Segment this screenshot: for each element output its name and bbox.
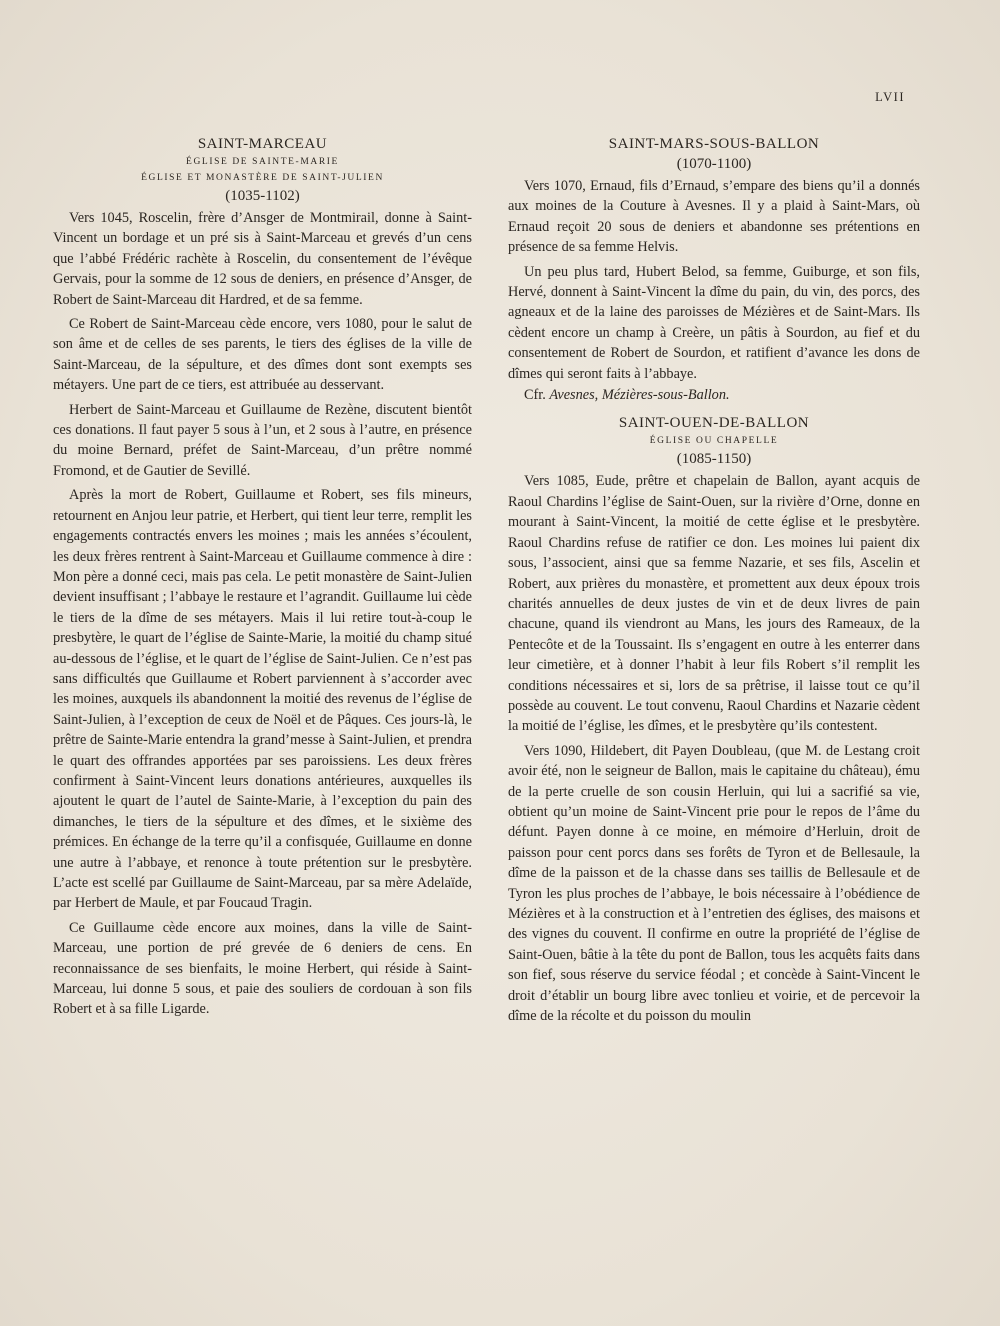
paragraph: Vers 1090, Hildebert, dit Payen Doubleau, (que M. de Lestang croit avoir été, non le seigneur de Ballon, mais le capitaine du château), ému de la perte cruelle de son cousin Herluin, qui lui a sacrifié sa vie, obtient qu’un moine de Saint-Vincent prie pour le repos de l’âme du défunt. Payen donne à ce moine, en mémoire d’Herluin, droit de paisson pour cent porcs dans ses forêts de Tyron et de Bellesaule, la dîme de la paisson et de la chasse dans ses taillis de Bellesaule et de Tyron les plus proches de l’abbaye, le bois nécessaire à l’obédience de Mézières et à la construction et à l’entretien des églises, des maisons et des vignes du couvent. Il confirme en outre la propriété de l’église de Saint-Ouen, bâtie à la tête du pont de Ballon, tous les acquêts faits dans son fief, sous réserve du service féodal ; et concède à Saint-Vincent le droit d’établir un bourg libre avec tonlieu et voirie, et de percevoir la dîme de la récolte et du poisson du moulin <box>508 742 920 1025</box>
section-title: SAINT-OUEN-DE-BALLON <box>618 415 810 432</box>
section-subtitle: ÉGLISE OU CHAPELLE <box>649 436 779 447</box>
cross-reference-prefix: Cfr. <box>524 387 546 404</box>
paragraph: Herbert de Saint-Marceau et Guillaume de Rezène, discutent bientôt ces donations. Il faut payer 5 sous à l’un, et 2 sous à l’autre, en présence du moine Bernard, préfet de Saint-Marceau, d’un prêtre nommé Fromond, et de Gautier de Sevillé. <box>53 401 472 479</box>
paragraph: Ce Guillaume cède encore aux moines, dans la ville de Saint-Marceau, une portion de pré grevée de 6 deniers de cens. En reconnaissance de ses bienfaits, le moine Herbert, qui réside à Saint-Marceau, lui donne 5 sous, et paie des souliers de cordouan à son fils Robert et à sa fille Ligarde. <box>53 919 472 1018</box>
paragraph: Vers 1085, Eude, prêtre et chapelain de Ballon, ayant acquis de Raoul Chardins l’église de Saint-Ouen, sur la rivière d’Orne, donne en mourant à Saint-Vincent, la moitié de cette église et le presbytère. Raoul Chardins refuse de ratifier ce don. Les moines lui paient dix sous, l’associent, ainsi que sa femme Nazarie, et ses fils, Ascelin et Robert, aux prières du monastère, et promettent aux deux époux trois charités annuelles de deux justes de vin et de deux livres de pain chacune, quand ils viendront au Mans, les jours des Rameaux, de la Pentecôte et de la Toussaint. Ils s’engagent en outre à les enterrer dans leur cimetière, et à donner l’habit à leur fils Robert s’il remplit les conditions nécessaires et si, lors de sa prêtrise, il laisse tout ce qu’il possède au couvent. Le tout convenu, Raoul Chardins et Nazarie cèdent la moitié de l’église, les dîmes, et le presbytère qu’ils contestent. <box>508 473 920 735</box>
right-column <box>508 135 920 1026</box>
section-date: (1070-1100) <box>676 156 752 172</box>
cross-reference <box>508 385 920 405</box>
paragraph: Après la mort de Robert, Guillaume et Robert, ses fils mineurs, retournent en Anjou leur patrie, et Herbert, qui tient leur terre, remplit les engagements contractés envers les moines ; mais les années s’écoulent, les deux frères rentrent à Saint-Marceau et Guillaume commence à dire : Mon père a donné ceci, mais pas cela. Le petit monastère de Saint-Julien devient insuffisant ; l’abbaye le restaure et l’agrandit. Guillaume lui cède le tiers de la dîme de ses métayers. Mais il lui retire tout-à-coup le presbytère, le quart de l’église de Sainte-Marie, la moitié du champ situé au-dessous de l’église, et le quart de l’église de Saint-Julien. Ce n’est pas sans difficultés que Guillaume et Robert parviennent à s’accorder avec les moines, auxquels ils abandonnent la moitié des revenus de l’église de Saint-Julien, à l’exception de ceux de Noël et de Pâques. Ces jours-là, le prêtre de Sainte-Marie entendra la grand’messe à Saint-Julien, et prendra le quart des offrandes apportées par ses paroissiens. Les deux frères confirment à Saint-Vincent leurs donations antérieures, auxquelles ils ajoutent le quart de l’autel de Sainte-Marie, à l’exception du pain des dimanches, le tiers de la sépulture et des dîmes, et le sixième des prémices. En échange de la terre qu’il a confisquée, Guillaume en donne une autre à l’abbaye, et renonce à toute prétention sur le presbytère. L’acte est scellé par Guillaume de Saint-Marceau, par sa mère Adelaïde, par Herbert de Maule, et par Foucaud Tragin. <box>53 487 472 912</box>
left-column <box>53 135 472 1020</box>
section-date: (1085-1150) <box>676 451 752 468</box>
paragraph: Vers 1070, Ernaud, fils d’Ernaud, s’empare des biens qu’il a donnés aux moines de la Couture à Avesnes. Il y a plaid à Saint-Mars, où Ernaud reçoit 20 sous de deniers et abandonne ses prétentions en présence de sa femme Helvis. <box>508 178 920 256</box>
section-title: SAINT-MARCEAU <box>197 136 328 152</box>
section-subtitle: ÉGLISE DE SAINTE-MARIE <box>186 157 339 167</box>
paragraph: Un peu plus tard, Hubert Belod, sa femme, Guiburge, et son fils, Hervé, donnent à Saint-Vincent la dîme du pain, du vin, des porcs, des agneaux et de la laine des paroisses de Mézières et de Saint-Mars. Ils cèdent encore un champ à Creère, un pâtis à Sourdon, au fief et du consentement de Robert de Sourdon, et ratifient d’avance les dons de dîmes qui seront faits à l’abbaye. <box>508 263 920 382</box>
paragraph: Vers 1045, Roscelin, frère d’Ansger de Montmirail, donne à Saint-Vincent un bordage et un pré sis à Saint-Marceau et grevés d’un cens que l’abbé Frédéric rachète à Roscelin, du consentement de l’évêque Gervais, pour la somme de 12 sous de deniers, en présence d’Ansger, de Robert de Saint-Marceau dit Hardred, et de sa femme. <box>53 210 472 308</box>
section-date: (1035-1102) <box>225 188 300 204</box>
cross-reference-places: Avesnes, Mézières-sous-Ballon. <box>549 387 730 404</box>
page-number: LVII <box>875 90 905 104</box>
paragraph: Ce Robert de Saint-Marceau cède encore, vers 1080, pour le salut de son âme et de celles de ses parents, le tiers des églises de la ville de Saint-Marceau, de la sépulture, et des dîmes dont sont exempts ses métayers. Une part de ce tiers, est attribuée au desservant. <box>53 316 472 394</box>
section-subtitle: ÉGLISE ET MONASTÈRE DE SAINT-JULIEN <box>141 173 384 183</box>
section-title: SAINT-MARS-SOUS-BALLON <box>608 136 820 152</box>
